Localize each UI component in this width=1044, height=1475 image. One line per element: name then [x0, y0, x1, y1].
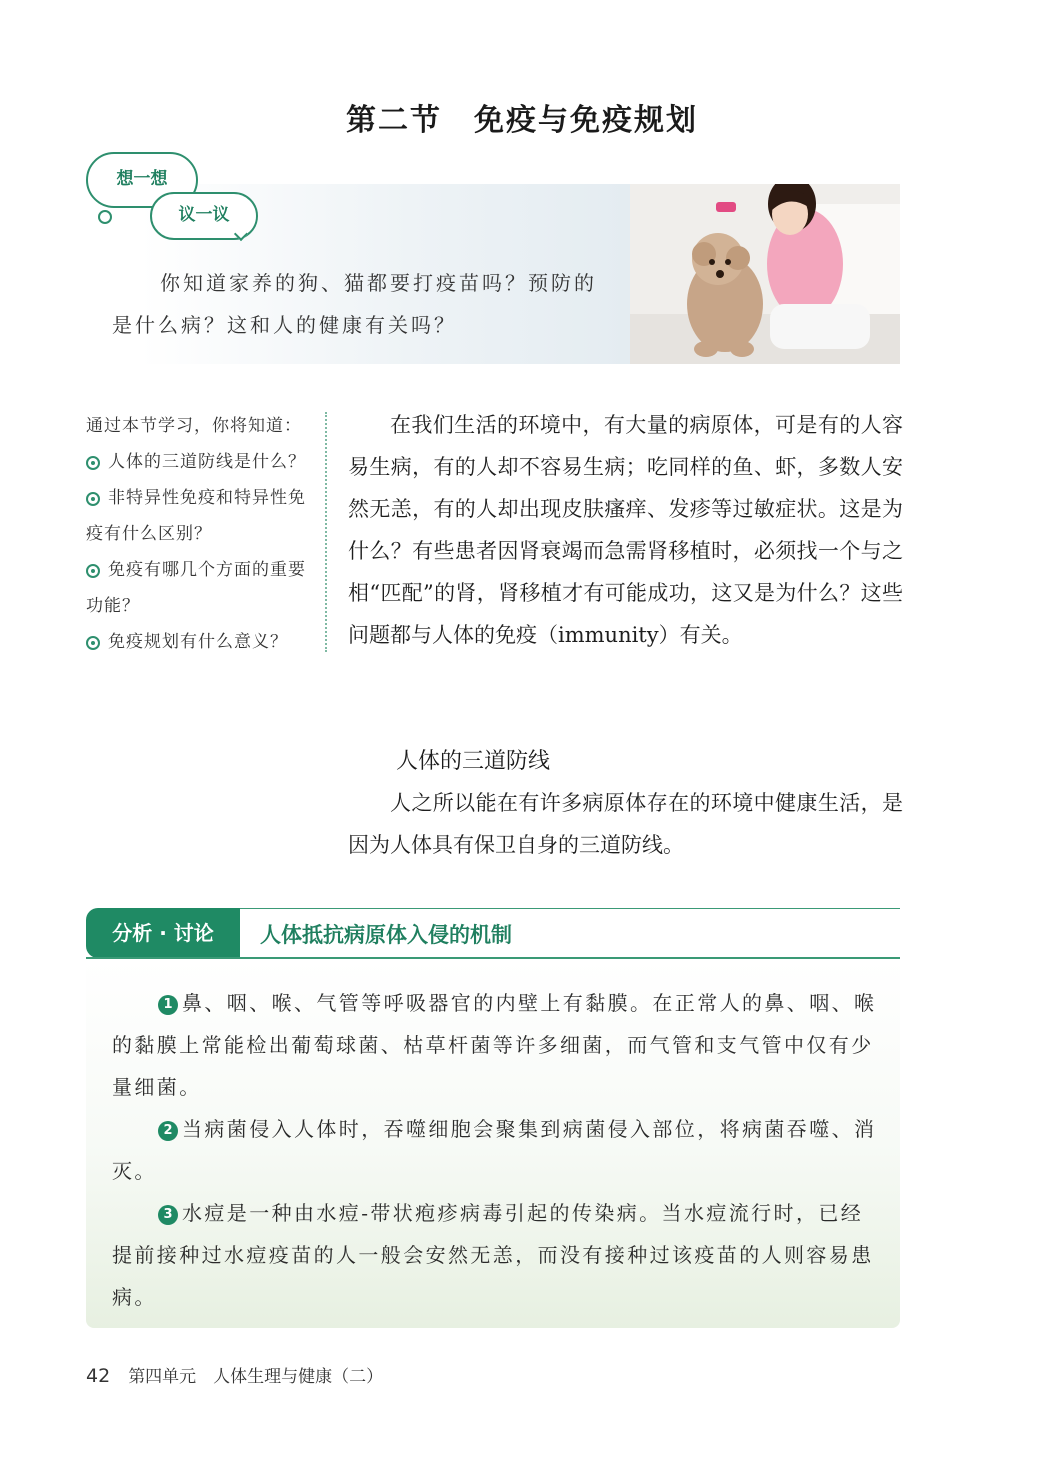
bubble-dot-icon: [98, 210, 112, 224]
objective-text: 免疫有哪几个方面的重要功能？: [86, 560, 306, 616]
unit-title: 第四单元 人体生理与健康（二）: [128, 1367, 384, 1387]
discussion-item: [112, 982, 880, 1108]
column-divider: [325, 412, 327, 652]
photo-illustration: [630, 184, 900, 364]
objective-item: [86, 552, 316, 624]
objective-text: 人体的三道防线是什么？: [108, 452, 306, 472]
objective-text: 非特异性免疫和特异性免疫有什么区别？: [86, 488, 306, 544]
discussion-tab: 分析 · 讨论: [86, 908, 240, 958]
discussion-item-text: 当病菌侵入人体时，吞噬细胞会聚集到病菌侵入部位，将病菌吞噬、消灭。: [112, 1117, 877, 1183]
objective-text: 免疫规划有什么意义？: [108, 632, 288, 652]
number-badge: 1: [158, 995, 178, 1015]
target-bullet-icon: [86, 492, 100, 506]
discussion-title: 人体抵抗病原体入侵的机制: [260, 923, 512, 947]
objective-item: [86, 480, 316, 552]
number-badge: 3: [158, 1205, 178, 1225]
discussion-item: [112, 1108, 880, 1192]
think-bubble: 想一想: [86, 152, 198, 208]
girl-with-dog-photo: [630, 184, 900, 364]
discuss-bubble: 议一议: [150, 192, 258, 240]
page-title: 第二节 免疫与免疫规划: [346, 103, 698, 138]
number-badge: 2: [158, 1121, 178, 1141]
discussion-item: [112, 1192, 880, 1318]
target-bullet-icon: [86, 456, 100, 470]
objectives-heading: 通过本节学习，你将知道：: [86, 416, 302, 436]
discussion-item-text: 水痘是一种由水痘-带状疱疹病毒引起的传染病。当水痘流行时，已经提前接种过水痘疫苗的人一般会安然无恙，而没有接种过该疫苗的人则容易患病。: [112, 1201, 874, 1309]
section-paragraph: 人之所以能在有许多病原体存在的环境中健康生活，是因为人体具有保卫自身的三道防线。: [348, 791, 903, 857]
objective-item: [86, 444, 316, 480]
banner-top-rule: [240, 908, 900, 909]
section-subheading: 人体的三道防线: [396, 749, 551, 774]
main-paragraph: 在我们生活的环境中，有大量的病原体，可是有的人容易生病，有的人却不容易生病；吃同样的鱼、虾，多数人安然无恙，有的人却出现皮肤瘙痒、发疹等过敏症状。这是为什么？有些患者因肾衰竭而急需肾移植时，必须找一个与之相“匹配”的肾，肾移植才有可能成功，这又是为什么？这些问题都与人体的免疫（immunity）有关。: [348, 413, 903, 647]
learning-objectives: [86, 408, 316, 660]
page-number: 42: [86, 1365, 111, 1387]
intro-question: 你知道家养的狗、猫都要打疫苗吗？预防的是什么病？这和人的健康有关吗？: [112, 271, 597, 337]
discussion-items: [112, 982, 880, 1318]
target-bullet-icon: [86, 636, 100, 650]
objective-item: [86, 624, 316, 660]
target-bullet-icon: [86, 564, 100, 578]
page-footer: [86, 1362, 383, 1387]
banner-bottom-rule: [86, 957, 900, 959]
discussion-item-text: 鼻、咽、喉、气管等呼吸器官的内壁上有黏膜。在正常人的鼻、咽、喉的黏膜上常能检出葡萄球菌、枯草杆菌等许多细菌，而气管和支气管中仅有少量细菌。: [112, 991, 877, 1099]
